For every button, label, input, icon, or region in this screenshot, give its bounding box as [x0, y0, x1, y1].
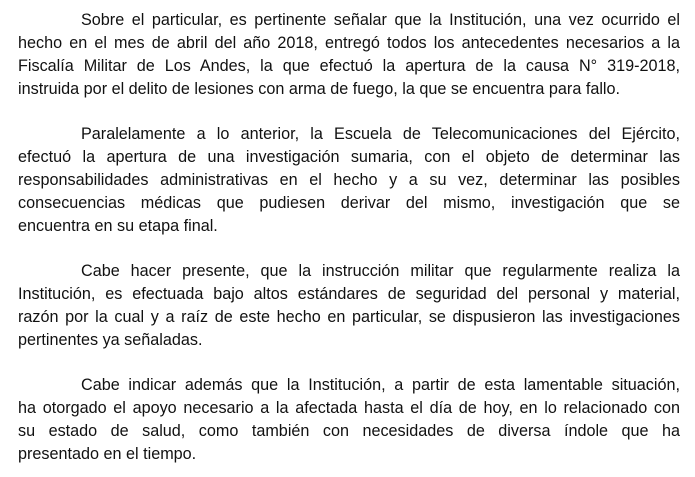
paragraph-3 — [18, 260, 680, 352]
paragraph-2-line-5: encuentra en su etapa final. — [18, 217, 218, 235]
paragraph-1-line-1: Sobre el particular, es pertinente señalar que la Institución, una vez ocurrido el — [81, 11, 680, 29]
paragraph-2-line-2: efectuó la apertura de una investigación sumaria, con el objeto de determinar las — [18, 148, 680, 166]
paragraph-2 — [18, 123, 680, 238]
paragraph-4 — [18, 374, 680, 466]
paragraph-2-line-3: responsabilidades administrativas en el hecho y a su vez, determinar las posibles — [18, 171, 680, 189]
paragraph-4-line-3: su estado de salud, como también con necesidades de diversa índole que ha — [18, 422, 680, 440]
paragraph-3-line-3: razón por la cual y a raíz de este hecho en particular, se dispusieron las investigaciones — [18, 308, 680, 326]
paragraph-1-line-3: Fiscalía Militar de Los Andes, la que efectuó la apertura de la causa N° 319-2018, — [18, 57, 680, 75]
paragraph-4-line-1: Cabe indicar además que la Institución, a partir de esta lamentable situación, — [81, 376, 680, 394]
paragraph-3-line-4: pertinentes ya señaladas. — [18, 331, 203, 349]
paragraph-1-line-2: hecho en el mes de abril del año 2018, entregó todos los antecedentes necesarios a la — [18, 34, 680, 52]
paragraph-4-line-4: presentado en el tiempo. — [18, 445, 197, 463]
paragraph-3-line-2: Institución, es efectuada bajo altos estándares de seguridad del personal y material, — [18, 285, 680, 303]
paragraph-1 — [18, 9, 680, 101]
paragraph-1-line-4: instruida por el delito de lesiones con arma de fuego, la que se encuentra para fallo. — [18, 80, 621, 98]
paragraph-4-line-2: ha otorgado el apoyo necesario a la afectada hasta el día de hoy, en lo relacionado con — [18, 399, 680, 417]
paragraph-2-line-1: Paralelamente a lo anterior, la Escuela de Telecomunicaciones del Ejército, — [81, 125, 680, 143]
paragraph-2-line-4: consecuencias médicas que pudiesen derivar del mismo, investigación que se — [18, 194, 680, 212]
paragraph-3-line-1: Cabe hacer presente, que la instrucción militar que regularmente realiza la — [81, 262, 680, 280]
